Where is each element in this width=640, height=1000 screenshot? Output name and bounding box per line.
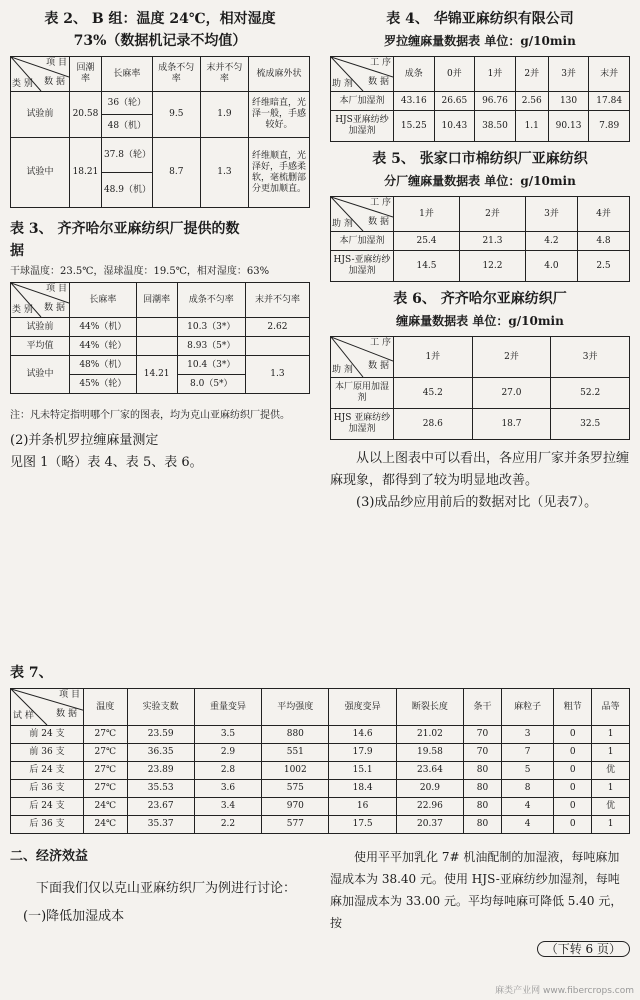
table3-title-line2: 据 (10, 243, 24, 259)
table2-corner: 项 目 数 据 类 别 (11, 57, 70, 92)
section-3-paragraph: (3)成品纱应用前后的数据对比（见表7）。 (356, 495, 598, 510)
table6-title-line1: 表 6、 齐齐哈尔亚麻纺织厂 (393, 291, 567, 307)
table-row: 后 24 支 27℃ 23.89 2.8 1002 15.1 23.64 80 5 0 优 (11, 762, 630, 780)
table-row: 试验前 44%（机） 10.3（3*） 2.62 (11, 318, 310, 337)
watermark: 麻类产业网 www.fibercrops.com (495, 986, 634, 996)
table4-title-line2: 罗拉缠麻量数据表 单位：g/10min (384, 34, 576, 48)
table7-corner: 项 目 数 据 试 样 (11, 689, 84, 726)
table3-title-line1: 表 3、 齐齐哈尔亚麻纺织厂提供的数 (10, 221, 240, 237)
table-row: 前 24 支 27℃ 23.59 3.5 880 14.6 21.02 70 3 0 1 (11, 726, 630, 744)
table-3 (10, 282, 310, 394)
table-6: 工 序 数 据 助 剂 1并 2并 3并 本厂原用加湿剂 45.2 27.0 52.2 HJS 亚麻纺纱加湿剂 28.6 18.7 32.5 (330, 336, 630, 440)
table-row: HJS 亚麻纺纱加湿剂 28.6 18.7 32.5 (331, 409, 630, 440)
table-row: 45%（轮） 8.0（5*） (11, 375, 310, 394)
table3-header: 成条不匀率 (177, 283, 245, 318)
table-5: 工 序 数 据 助 剂 1并 2并 3并 4并 本厂加湿剂 25.4 21.3 4.2 4.8 HJS-亚麻纺纱加湿剂 14.5 12.2 4.0 2.5 (330, 196, 630, 282)
table-row: HJS亚麻纺纱加湿剂 15.25 10.43 38.50 1.1 90.13 7.89 (331, 111, 630, 142)
table3-conditions: 干球温度：23.5℃，湿球温度：19.5℃，相对湿度：63% (10, 266, 270, 277)
table5-title-line2: 分厂缠麻量数据表 单位：g/10min (384, 174, 576, 188)
table4-title-line1: 表 4、 华锦亚麻纺织有限公司 (386, 11, 574, 27)
table-row: 试验中 18.21 37.8（轮） 8.7 1.3 纤维顺直，光泽好，手感柔软，毫梳删部分更加顺直。 (11, 138, 310, 173)
table-row: HJS-亚麻纺纱加湿剂 14.5 12.2 4.0 2.5 (331, 251, 630, 282)
left-column (10, 8, 310, 474)
table-row: 后 36 支 24℃ 35.37 2.2 577 17.5 20.37 80 4 0 1 (11, 816, 630, 834)
table-row: 48（机） (11, 115, 310, 138)
conclusion-paragraph: 从以上图表中可以看出，各应用厂家并条罗拉缠麻现象，都得到了较为明显地改善。 (330, 451, 630, 488)
table2-header: 长麻率 (101, 57, 152, 92)
cost-paragraph: 使用平平加乳化 7# 机油配制的加湿液，每吨麻加湿成本为 38.40 元。使用 HJS-亚麻纺纱加湿剂，每吨麻加湿成本为 33.00 元。平均每吨麻可降低 5.40 元，按 (330, 850, 623, 930)
bottom-section (10, 662, 630, 996)
table-row: 前 36 支 27℃ 36.35 2.9 551 17.9 19.58 70 7 0 1 (11, 744, 630, 762)
table-4: 工 序 数 据 助 剂 成条 0并 1并 2并 3并 末并 本厂加湿剂 43.16 26.65 96.76 2.56 130 17.84 HJS亚麻纺纱加湿剂 15.25 10.43 38.50 1.1 90.13 7.89 (330, 56, 630, 142)
table6-corner: 工 序 数 据 助 剂 (331, 337, 394, 378)
table-2 (10, 56, 310, 208)
table2-title-line1: 表 2、 B 组：温度 24℃，相对湿度 (44, 11, 276, 27)
table2-header: 回潮率 (70, 57, 102, 92)
table3-corner: 项 目 数 据 类 别 (11, 283, 70, 318)
table-row: 本厂加湿剂 43.16 26.65 96.76 2.56 130 17.84 (331, 92, 630, 111)
section-2-heading: (2)并条机罗拉缠麻量测定 (10, 433, 159, 448)
right-column (330, 8, 630, 514)
table-row: 后 24 支 24℃ 23.67 3.4 970 16 22.96 80 4 0 优 (11, 798, 630, 816)
table-row: 48.9（机） (11, 173, 310, 208)
economic-intro: 下面我们仅以克山亚麻纺织厂为例进行讨论： (36, 881, 297, 896)
table5-corner: 工 序 数 据 助 剂 (331, 197, 394, 232)
section-economic-heading: 二、经济效益 (10, 849, 89, 864)
table4-corner: 工 序 数 据 助 剂 (331, 57, 394, 92)
table6-title-line2: 缠麻量数据表 单位：g/10min (396, 314, 564, 328)
table3-header: 末并不匀率 (245, 283, 309, 318)
continued-tag: （下转 6 页） (537, 941, 630, 957)
table-row: 本厂加湿剂 25.4 21.3 4.2 4.8 (331, 232, 630, 251)
section-2-text: 见图 1（略）表 4、表 5、表 6。 (10, 455, 203, 470)
table-row: 本厂原用加湿剂 45.2 27.0 52.2 (331, 378, 630, 409)
table2-header: 成条不匀率 (152, 57, 200, 92)
table-row: 试验前 20.58 36（轮） 9.5 1.9 纤维暗直，光泽一般，手感较好。 (11, 92, 310, 115)
table-row: 后 36 支 27℃ 35.53 3.6 575 18.4 20.9 80 8 0 1 (11, 780, 630, 798)
table2-header: 梳成麻外状 (249, 57, 310, 92)
table-7: 项 目 数 据 试 样 温度 实验支数 重量变异 平均强度 强度变异 断裂长度 条干 麻粒子 粗节 品等 前 24 支 27℃ 23.59 3.5 880 14.6 21.02 70 3 0 1 前 36 支 27℃ 36.35 2.9 551 17.9 19.58 70 7 0 1 后 24 支 27℃ 23.89 2.8 1002 15.1 23.64 80 5 0 优 后 36 支 27℃ 35.53 3.6 575 18.4 20.9 80 8 0 1 后 24 支 24℃ 23.67 3.4 970 16 22.96 80 4 0 优 后 36 支 24℃ 35.37 2.2 577 17.5 20.37 80 4 0 1 (10, 688, 630, 834)
table3-header: 回潮率 (136, 283, 177, 318)
table3-footnote: 注：凡未特定指明哪个厂家的图表，均为克山亚麻纺织厂提供。 (10, 410, 290, 421)
table3-header: 长麻率 (70, 283, 137, 318)
table2-title-line2: 73%（数据机记录不均值） (73, 33, 247, 49)
table-row: 平均值 44%（轮） 8.93（5*） (11, 337, 310, 356)
subsection-heading: (一)降低加湿成本 (23, 909, 125, 924)
table5-title-line1: 表 5、 张家口市棉纺织厂亚麻纺织 (372, 151, 588, 167)
table7-title: 表 7、 (10, 665, 53, 681)
table2-header: 末并不匀率 (200, 57, 248, 92)
table-row: 试验中 48%（机） 14.21 10.4（3*） 1.3 (11, 356, 310, 375)
